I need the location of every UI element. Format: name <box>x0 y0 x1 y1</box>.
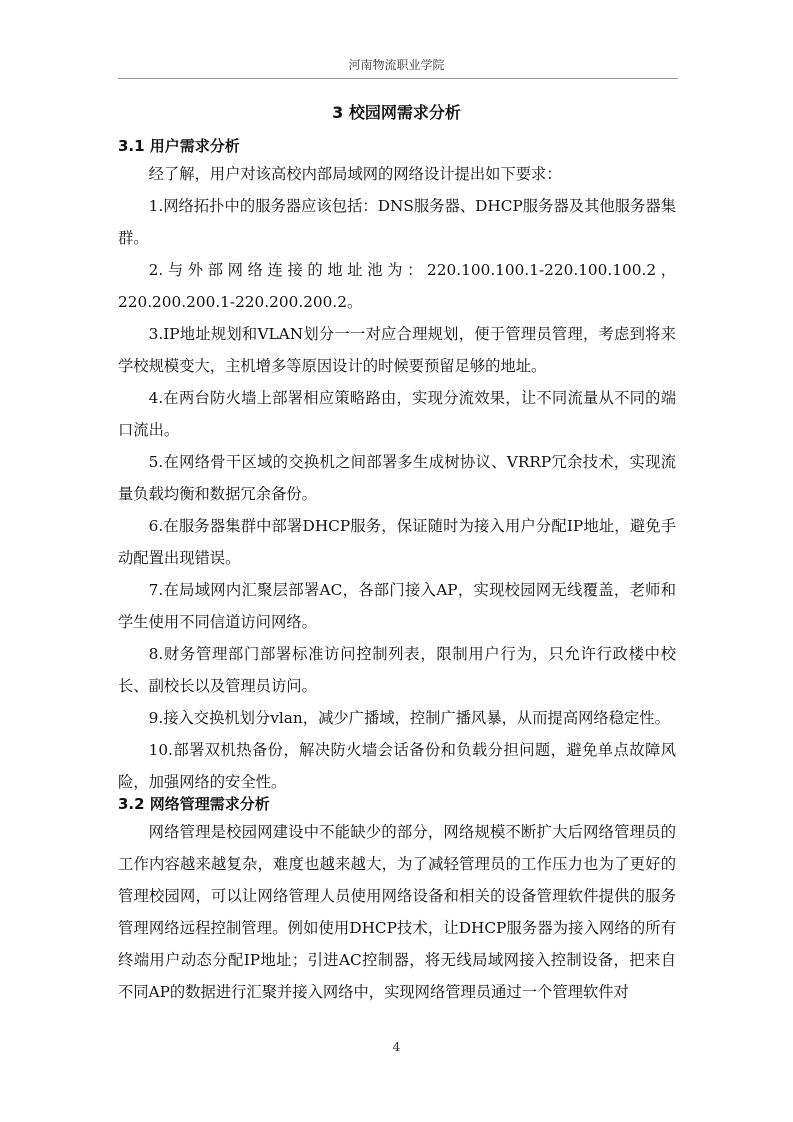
chapter-title: 3 校园网需求分析 <box>332 103 461 122</box>
requirement-10: 10.部署双机热备份，解决防火墙会话备份和负载分担问题，避免单点故障风险，加强网络的安全性。 <box>118 741 676 791</box>
requirement-3: 3.IP地址规划和VLAN划分一一对应合理规划，便于管理员管理，考虑到将来学校规模变大，主机增多等原因设计的时候要预留足够的地址。 <box>118 325 676 375</box>
requirement-6: 6.在服务器集群中部署DHCP服务，保证随时为接入用户分配IP地址，避免手动配置出现错误。 <box>118 517 676 567</box>
page-number: 4 <box>392 1040 401 1054</box>
requirement-1: 1.网络拓扑中的服务器应该包括：DNS服务器、DHCP服务器及其他服务器集群。 <box>118 197 676 247</box>
paragraph-network-management: 网络管理是校园网建设中不能缺少的部分，网络规模不断扩大后网络管理员的工作内容越来越复杂，难度也越来越大，为了减轻管理员的工作压力也为了更好的管理校园网，可以让网络管理人员使用网络设备和相关的设备管理软件提供的服务管理网络远程控制管理。例如使用DHCP技术，让DHCP服务器为接入网络的所有终端用户动态分配IP地址；引进AC控制器，将无线局域网接入控制设备，把来自不同AP的数据进行汇聚并接入网络中，实现网络管理员通过一个管理软件对 <box>118 823 676 1001</box>
page-header: 河南物流职业学院 <box>348 58 445 72</box>
section-title-3-1: 3.1 用户需求分析 <box>118 137 240 155</box>
requirement-9: 9.接入交换机划分vlan，减少广播域，控制广播风暴，从而提高网络稳定性。 <box>148 709 670 727</box>
requirement-2: 2.与外部网络连接的地址池为：220.100.100.1-220.100.100.2，220.200.200.1-220.200.200.2。 <box>118 261 676 311</box>
section-title-3-2: 3.2 网络管理需求分析 <box>118 795 270 813</box>
requirement-8: 8.财务管理部门部署标准访问控制列表，限制用户行为，只允许行政楼中校长、副校长以及管理员访问。 <box>118 645 676 695</box>
header-divider <box>118 78 678 79</box>
requirement-7: 7.在局域网内汇聚层部署AC，各部门接入AP，实现校园网无线覆盖，老师和学生使用不同信道访问网络。 <box>118 581 676 631</box>
paragraph-intro: 经了解，用户对该高校内部局域网的网络设计提出如下要求： <box>148 165 562 183</box>
requirement-5: 5.在网络骨干区域的交换机之间部署多生成树协议、VRRP冗余技术，实现流量负载均衡和数据冗余备份。 <box>118 453 676 503</box>
requirement-4: 4.在两台防火墙上部署相应策略路由，实现分流效果，让不同流量从不同的端口流出。 <box>118 389 676 439</box>
